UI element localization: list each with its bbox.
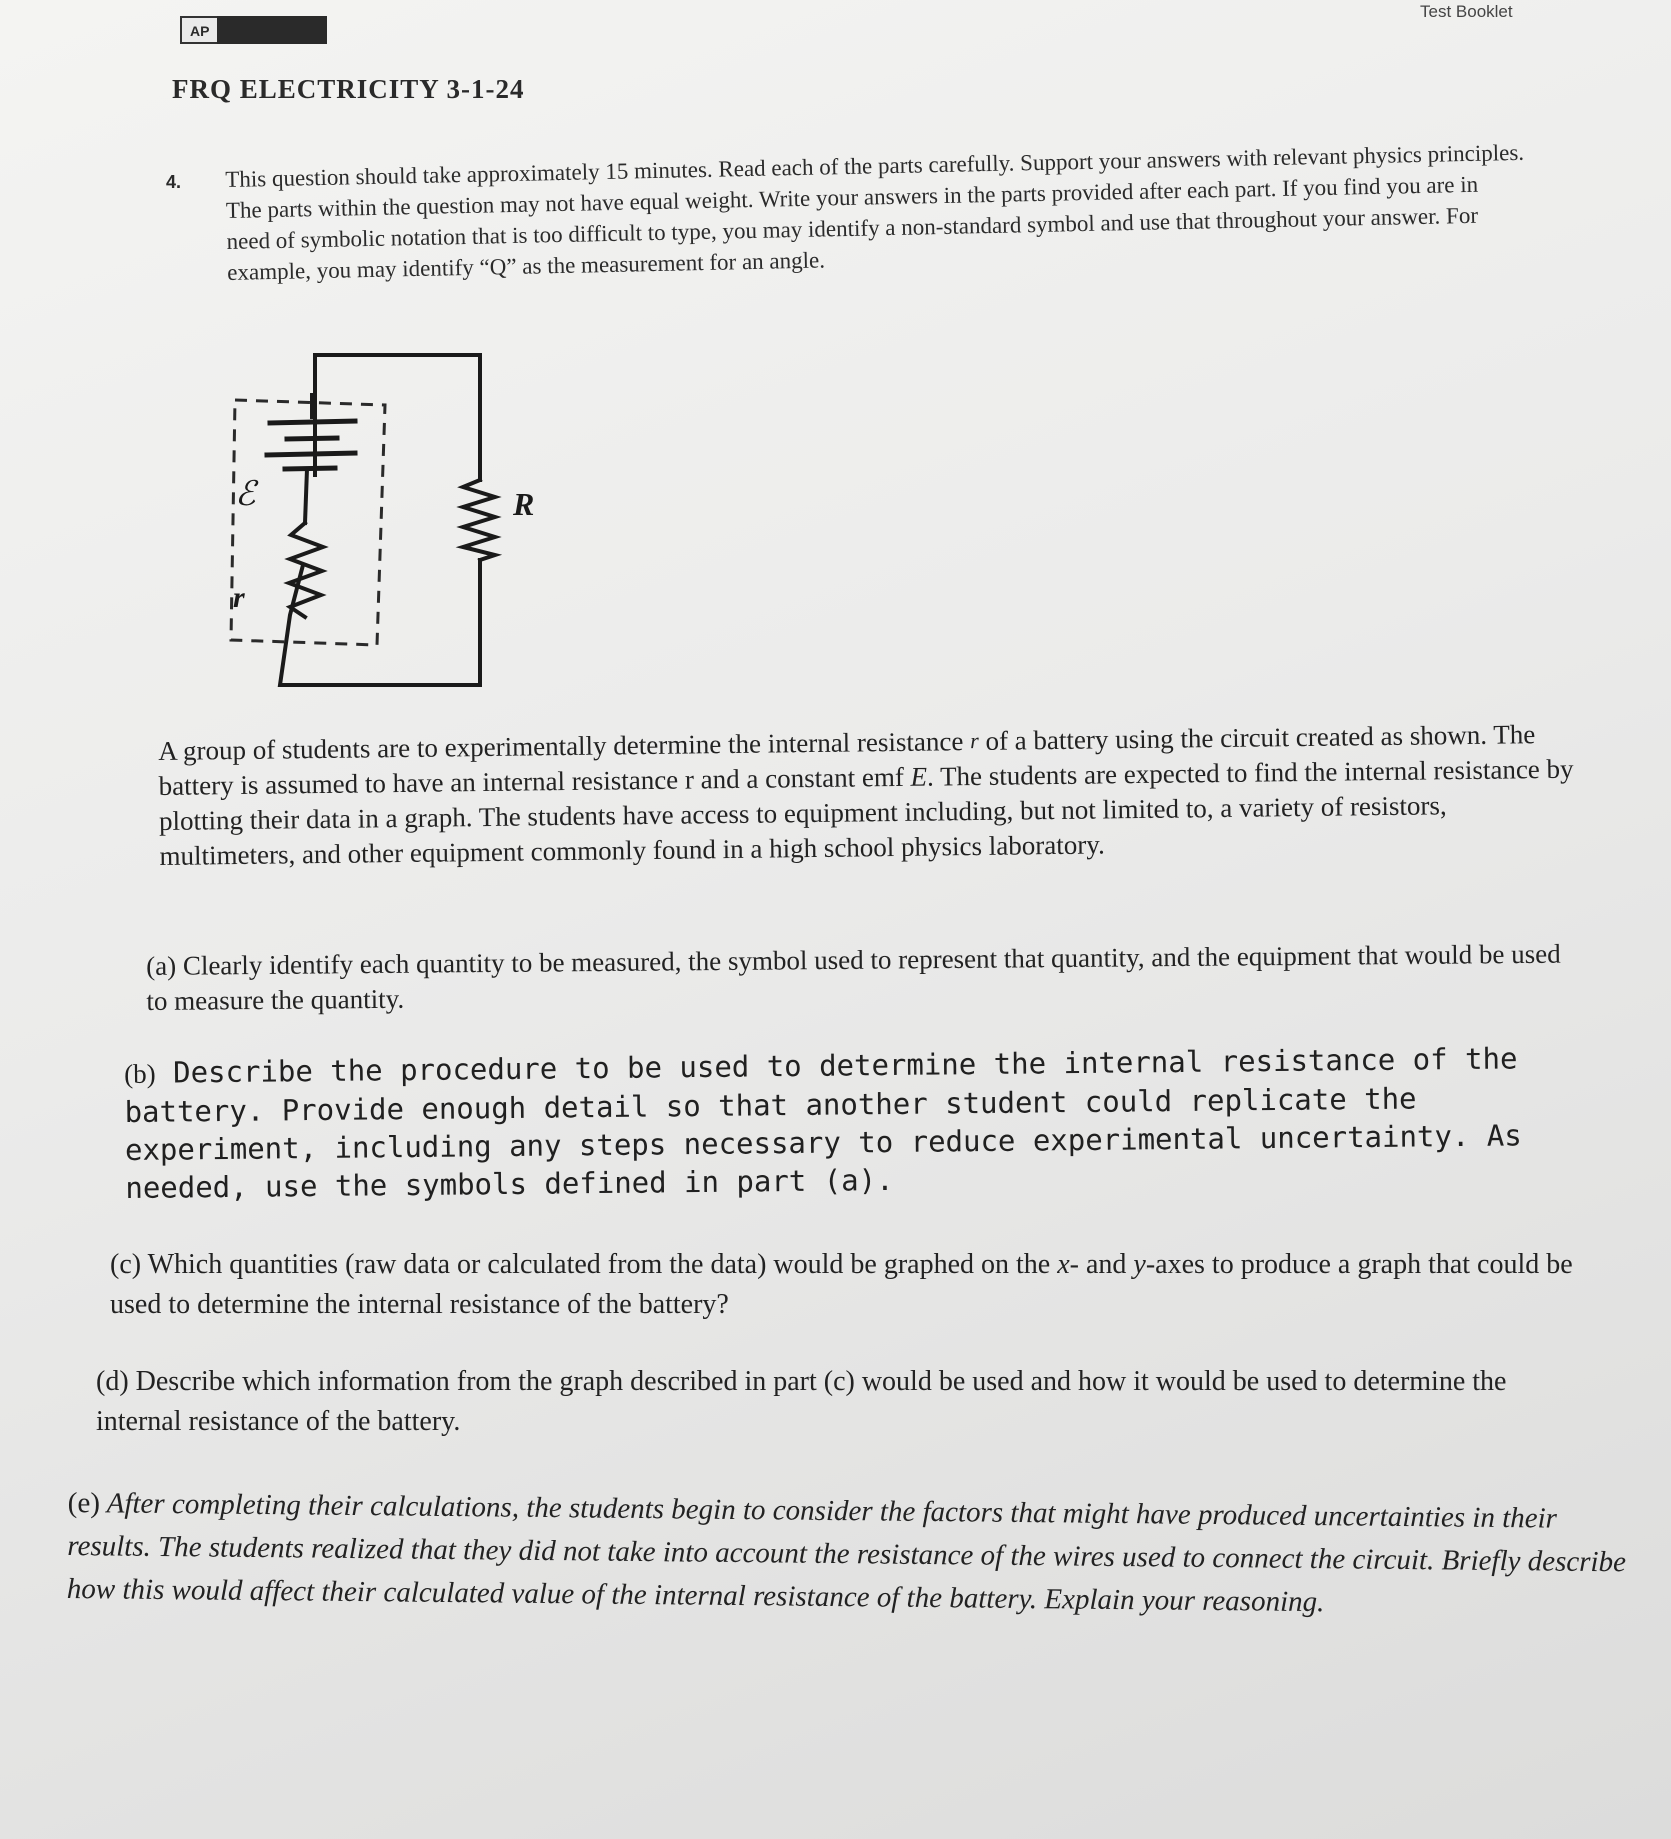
internal-resistance-label: r [233, 581, 245, 614]
part-c-text-3: -axes to produce a graph that could be used to determine the internal resistance of the battery? [110, 1249, 1573, 1320]
question-intro: This question should take approximately 15 minutes. Read each of the parts carefully. Support your answers with relevant physics principles. The parts within the question may not have equal weight. Write your answers in the parts provided after each part. If you find you are in need of symbolic notation that is too difficult to type, you may identify a non-standard symbol and use that throughout your answer. For example, you may identify “Q” as the measurement for an angle. [225, 139, 1525, 285]
question-number: 4. [166, 172, 182, 192]
emf-label: ℰ [235, 476, 256, 513]
ap-logo [180, 16, 327, 44]
logo-brand-mark [217, 16, 327, 44]
part-b [124, 1039, 1576, 1207]
part-b-text: Describe the procedure to be used to determine the internal resistance of the battery. Provide enough detail so that another student could replicate the experiment, including any steps necessary to reduce experimental uncertainty. As needed, use the symbols defined in part (a). [124, 1041, 1522, 1205]
battery-icon [267, 395, 355, 523]
part-e-text: After completing their calculations, the students begin to consider the factors that might have produced uncertainties in their results. The students realized that they did not take into account the resistance of the wires used to connect the circuit. Briefly describe how this would affect their calculated value of the internal resistance of the battery. Explain your reasoning. [66, 1487, 1627, 1619]
description-part-2: of a battery using the circuit created as shown. The battery is assumed to have an internal resistance r and a constant emf [158, 719, 1536, 801]
page-title: FRQ ELECTRICITY 3-1-24 [172, 74, 525, 104]
circuit-diagram [195, 345, 555, 695]
part-e-label: (e) [67, 1486, 101, 1520]
part-d: (d) Describe which information from the graph described in part (c) would be used and how it would be used to determine the internal resistance of the battery. [96, 1366, 1507, 1437]
logo-ap-text: AP [180, 16, 217, 44]
y-axis-symbol: y [1133, 1249, 1146, 1280]
part-c-text-2: - and [1069, 1249, 1134, 1280]
r-symbol: r [969, 727, 979, 754]
load-resistor [463, 480, 495, 560]
emf-symbol: E [910, 761, 928, 792]
description-part-1: A group of students are to experimentally determine the internal resistance [158, 726, 971, 766]
part-b-label: (b) [124, 1058, 156, 1089]
x-axis-symbol: x [1057, 1249, 1070, 1280]
load-resistance-label: R [513, 486, 535, 522]
part-c-text-1: (c) Which quantities (raw data or calculated from the data) would be graphed on the [110, 1249, 1058, 1280]
part-a: (a) Clearly identify each quantity to be measured, the symbol used to represent that quantity, and the equipment that would be used to measure the quantity. [146, 938, 1561, 1016]
part-c [110, 1245, 1590, 1325]
part-e [67, 1482, 1628, 1627]
booklet-label: Test Booklet [1420, 2, 1513, 21]
problem-description [158, 716, 1580, 874]
description-part-3: . The students are expected to find the internal resistance by plotting their data in a graph. The students have access to equipment including, but not limited to, a variety of resistors, multimeters, and other equipment commonly found in a high school physics laboratory. [158, 753, 1574, 871]
circuit-wire [315, 355, 480, 480]
